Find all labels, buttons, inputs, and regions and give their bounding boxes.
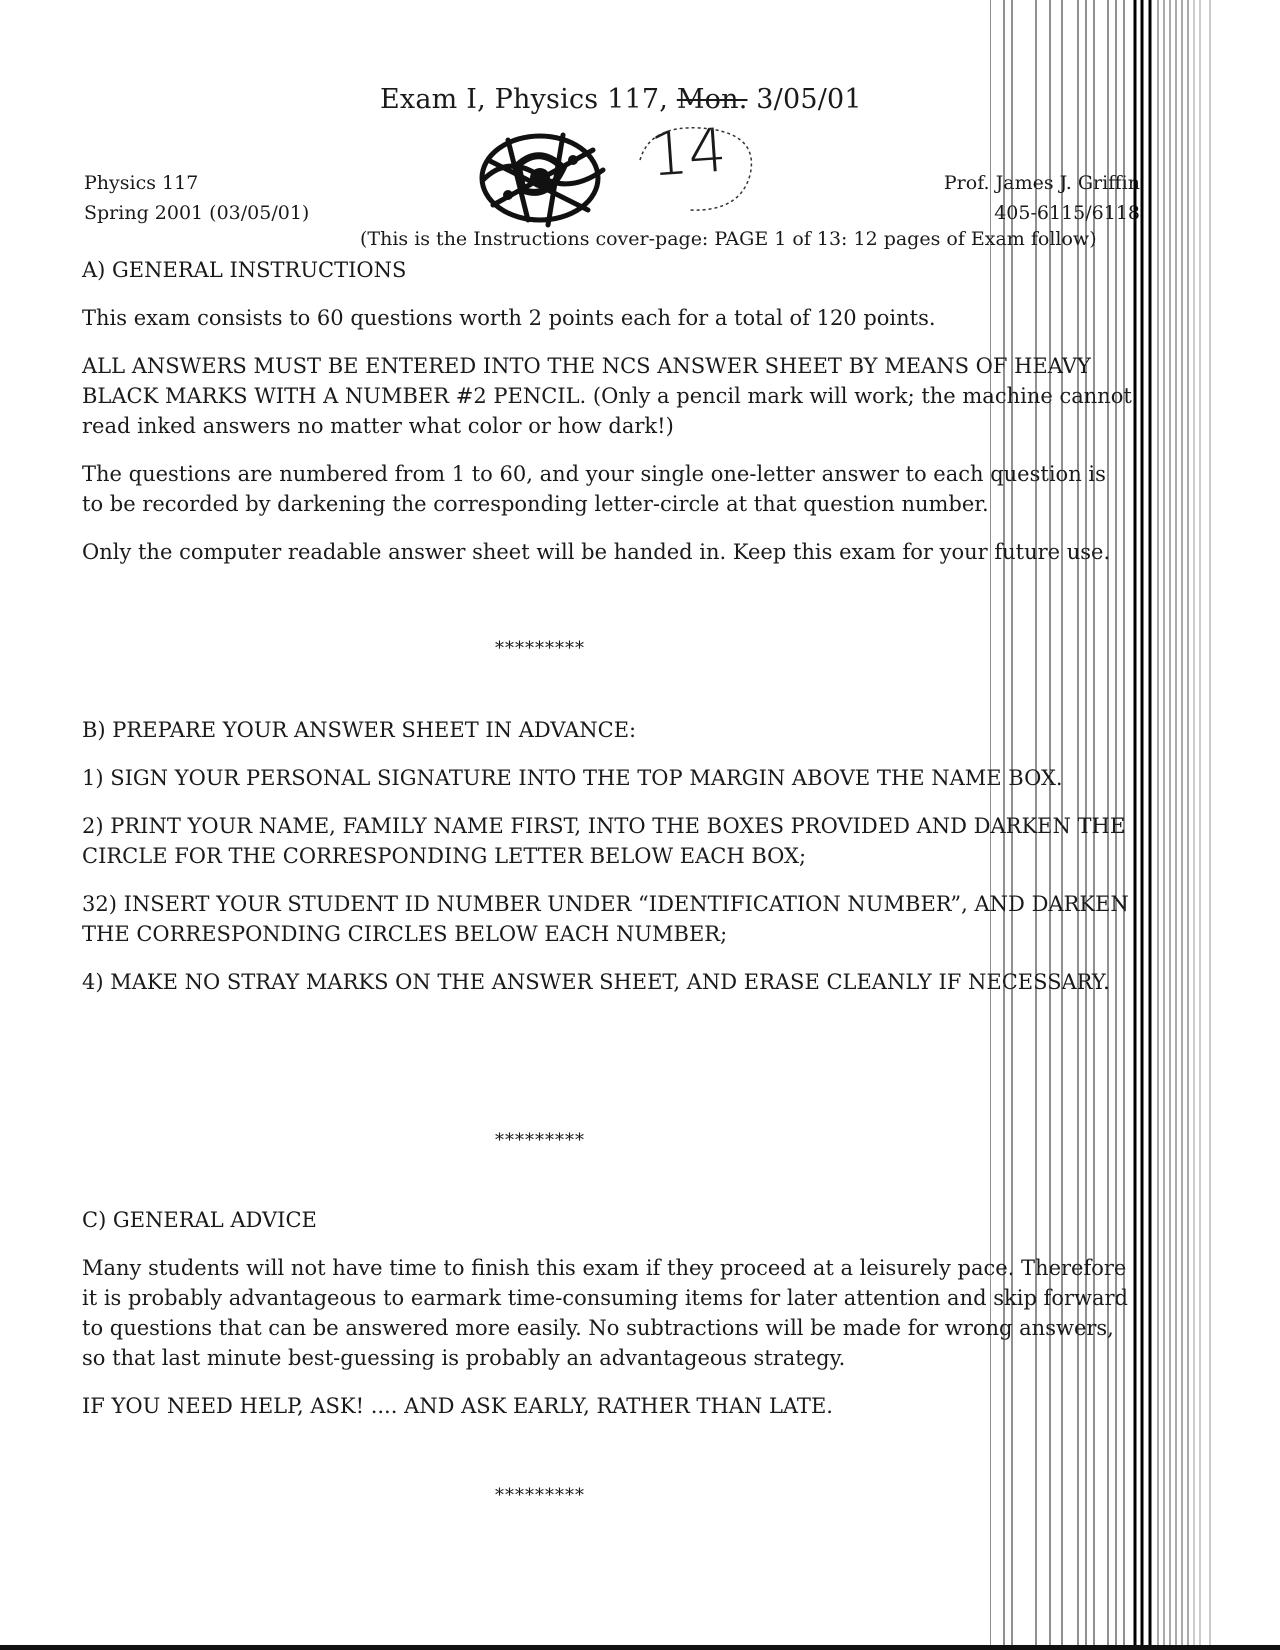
instruction-handin: Only the computer readable answer sheet will be handed in. Keep this exam for your future use. (82, 540, 1111, 564)
bottom-scan-edge (0, 1645, 1280, 1650)
separator-1: ********* (495, 638, 585, 659)
professor-info (944, 168, 1140, 228)
section-prepare-answer-sheet (82, 715, 1132, 1015)
prepare-step-4: 4) MAKE NO STRAY MARKS ON THE ANSWER SHEET, AND ERASE CLEANLY IF NECESSARY. (82, 970, 1110, 994)
section-general-instructions (82, 255, 1132, 585)
professor-name: Prof. James J. Griffin (943, 172, 1140, 194)
course-name: Physics 117 (84, 172, 199, 194)
advice-paragraph: Many students will not have time to finish this exam if they proceed at a leisurely pace. Therefore it is probably advantageous to earmark time-consuming items for later attention and skip forward to questions that can be answered more easily. No subtractions will be made for wrong answers, so that last minute best-guessing is probably an advantageous strategy. (82, 1256, 1128, 1370)
grade-stamp-icon (468, 120, 618, 230)
separator-3: ********* (495, 1485, 585, 1506)
title-struck-day: Mon. (676, 84, 748, 115)
score-circle-icon (620, 120, 770, 220)
cover-page-note: (This is the Instructions cover-page: PAGE 1 of 13: 12 pages of Exam follow) (360, 228, 1097, 250)
prepare-step-2: 2) PRINT YOUR NAME, FAMILY NAME FIRST, INTO THE BOXES PROVIDED AND DARKEN THE CIRCLE FOR THE CORRESPONDING LETTER BELOW EACH BOX; (82, 814, 1126, 868)
handwritten-score: 14 (647, 115, 729, 191)
section-b-heading: B) PREPARE YOUR ANSWER SHEET IN ADVANCE: (82, 718, 637, 742)
title-prefix: Exam I, Physics 117, (380, 84, 677, 115)
title-date: 3/05/01 (747, 84, 862, 115)
separator-2: ********* (495, 1130, 585, 1151)
prepare-step-1: 1) SIGN YOUR PERSONAL SIGNATURE INTO THE TOP MARGIN ABOVE THE NAME BOX. (82, 766, 1063, 790)
advice-ask-help: IF YOU NEED HELP, ASK! .... AND ASK EARLY, RATHER THAN LATE. (82, 1394, 833, 1418)
instruction-point-count: This exam consists to 60 questions worth 2 points each for a total of 120 points. (82, 306, 936, 330)
prepare-step-3: 32) INSERT YOUR STUDENT ID NUMBER UNDER “IDENTIFICATION NUMBER”, AND DARKEN THE CORRESPONDING CIRCLES BELOW EACH NUMBER; (82, 892, 1129, 946)
instruction-numbering: The questions are numbered from 1 to 60, and your single one-letter answer to each question is to be recorded by darkening the corresponding letter-circle at that question number. (82, 462, 1106, 516)
course-term: Spring 2001 (03/05/01) (84, 202, 310, 224)
course-info (84, 168, 309, 228)
section-c-heading: C) GENERAL ADVICE (82, 1208, 317, 1232)
exam-title (380, 84, 862, 115)
section-general-advice (82, 1205, 1132, 1439)
professor-phone: 405-6115/6118 (994, 202, 1140, 224)
instruction-pencil: ALL ANSWERS MUST BE ENTERED INTO THE NCS ANSWER SHEET BY MEANS OF HEAVY BLACK MARKS WITH A NUMBER #2 PENCIL. (Only a pencil mark will work; the machine cannot read inked answers no matter what color or how dark!) (82, 354, 1132, 438)
section-a-heading: A) GENERAL INSTRUCTIONS (82, 258, 407, 282)
